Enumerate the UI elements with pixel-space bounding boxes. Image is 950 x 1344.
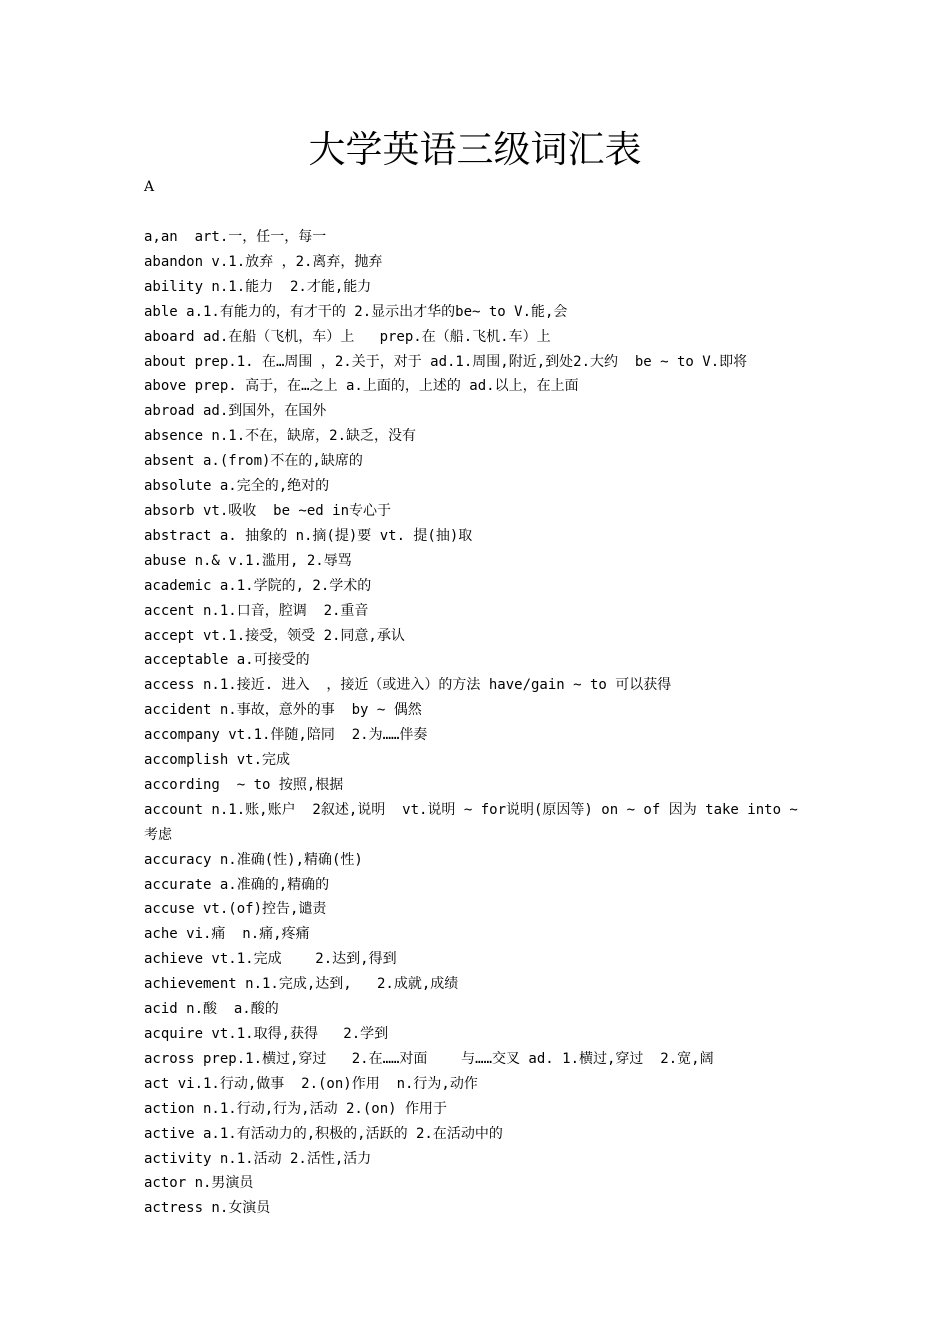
vocabulary-entry: above prep. 高于，在…之上 a.上面的，上述的 ad.以上，在上面 [144,378,579,395]
vocabulary-entry: accomplish vt.完成 [144,752,291,769]
vocabulary-entry: acid n.酸 a.酸的 [144,1001,279,1018]
vocabulary-entry: according ~ to 按照,根据 [144,776,344,793]
vocabulary-entry: accuracy n.准确(性),精确(性) [144,851,363,868]
vocabulary-entry: absolute a.完全的,绝对的 [144,478,330,495]
page-title: 大学英语三级词汇表 [308,128,642,171]
vocabulary-entry: account n.1.账,账户 2叙述,说明 vt.说明 ~ for说明(原因等) on ~ of 因为 take into ~ 考虑 [144,801,807,843]
vocabulary-entry: accurate a.准确的,精确的 [144,876,330,893]
vocabulary-entry: accept vt.1.接受，领受 2.同意,承认 [144,627,405,644]
vocabulary-entry: accent n.1.口音，腔调 2.重音 [144,602,369,619]
vocabulary-entry: actress n.女演员 [144,1200,271,1217]
vocabulary-entry: active a.1.有活动力的,积极的,活跃的 2.在活动中的 [144,1125,503,1142]
vocabulary-entry: ache vi.痛 n.痛,疼痛 [144,926,310,943]
vocabulary-entry: acquire vt.1.取得,获得 2.学到 [144,1026,389,1042]
vocabulary-entry: acceptable a.可接受的 [144,652,310,669]
vocabulary-entry: abroad ad.到国外，在国外 [144,403,327,420]
section-heading: A [144,179,155,195]
vocabulary-entry: abandon v.1.放弃 ，2.离弃，抛弃 [144,253,383,270]
vocabulary-entry: accident n.事故，意外的事 by ~ 偶然 [144,702,422,719]
vocabulary-entry: achieve vt.1.完成 2.达到,得到 [144,951,397,968]
vocabulary-entry: academic a.1.学院的, 2.学术的 [144,577,372,594]
vocabulary-entry: across prep.1.横过,穿过 2.在……对面 与……交叉 ad. 1.横过,穿过 2.宽,阔 [144,1050,714,1067]
vocabulary-entry: action n.1.行动,行为,活动 2.(on) 作用于 [144,1100,448,1117]
vocabulary-entry: accuse vt.(of)控告,谴责 [144,901,327,918]
vocabulary-entry: aboard ad.在船（飞机，车）上 prep.在（船.飞机.车）上 [144,328,551,345]
vocabulary-entry: actor n.男演员 [144,1175,254,1192]
vocabulary-entry: absorb vt.吸收 be ~ed in专心于 [144,502,392,519]
vocabulary-entry: a,an art.一，任一，每一 [144,229,327,245]
vocabulary-entry: access n.1.接近. 进入 ，接近（或进入）的方法 have/gain ~ to 可以获得 [144,677,672,694]
vocabulary-list [144,225,812,1221]
vocabulary-entry: ability n.1.能力 2.才能,能力 [144,278,372,295]
vocabulary-entry: absence n.1.不在，缺席，2.缺乏，没有 [144,428,417,445]
vocabulary-entry: absent a.(from)不在的,缺席的 [144,453,363,470]
vocabulary-entry: able a.1.有能力的，有才干的 2.显示出才华的be~ to V.能,会 [144,303,568,320]
vocabulary-entry: abuse n.& v.1.滥用, 2.辱骂 [144,552,352,569]
vocabulary-entry: about prep.1. 在…周围 ，2.关于，对于 ad.1.周围,附近,到处2.大约 be ~ to V.即将 [144,353,748,370]
vocabulary-entry: abstract a. 抽象的 n.摘(提)要 vt. 提(抽)取 [144,527,473,544]
vocabulary-entry: activity n.1.活动 2.活性,活力 [144,1150,372,1167]
vocabulary-entry: achievement n.1.完成,达到, 2.成就,成绩 [144,976,459,993]
vocabulary-entry: act vi.1.行动,做事 2.(on)作用 n.行为,动作 [144,1075,478,1092]
vocabulary-entry: accompany vt.1.伴随,陪同 2.为……伴奏 [144,727,428,744]
